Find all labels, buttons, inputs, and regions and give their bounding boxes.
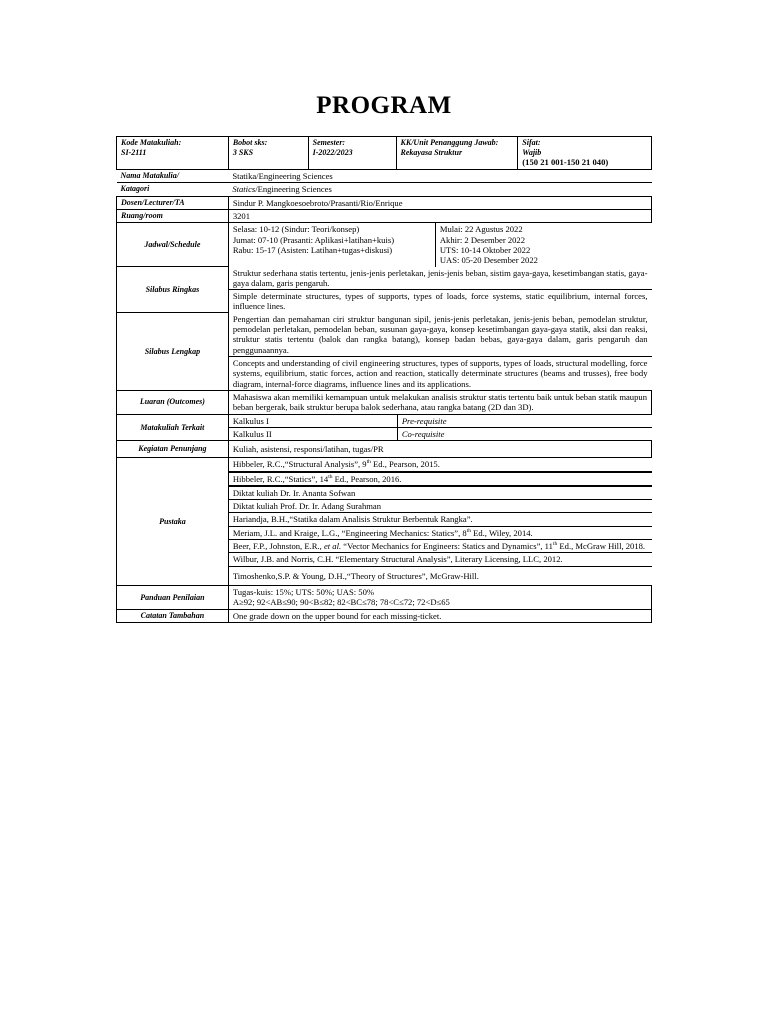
sifat-cell [518, 137, 652, 170]
jadwal-session: Selasa: 10-12 (Sindur: Teori/konsep) [232, 224, 360, 235]
panduan-label: Panduan Penilaian [117, 586, 229, 610]
luaran-label: Luaran (Outcomes) [117, 390, 229, 414]
kk-cell [396, 137, 518, 170]
catatan-label: Catatan Tambahan [117, 609, 229, 622]
reference-item: Diktat kuliah Prof. Dr. Ir. Adang Surahman [229, 500, 652, 513]
silabus-ringkas-id: Struktur sederhana statis tertentu, jenis-jenis perletakan, jenis-jenis beban, sistim gaya-gaya, kesetimbangan statis, gaya-gaya dalam, garis pengaruh. [229, 267, 652, 291]
header-row [117, 137, 652, 170]
jadwal-dates [436, 223, 652, 266]
reference-item: Hibbeler, R.C.,“Statics”, 14th Ed., Pearson, 2016. [229, 473, 652, 487]
kk-label: KK/Unit Penanggung Jawab: [400, 138, 499, 147]
silabus-lengkap-row [117, 313, 652, 391]
dosen-value: Sindur P. Mangkoesoebroto/Prasanti/Rio/Enrique [228, 196, 651, 209]
silabus-ringkas-label: Silabus Ringkas [117, 267, 229, 313]
page-title: PROGRAM [316, 92, 452, 119]
reference-item: Wilbur, J.B. and Norris, C.H. “Elementary Structural Analysis”, Literary Licensing, LLC, 2012. [229, 553, 652, 566]
terkait-label: Matakuliah Terkait [117, 414, 229, 441]
ruang-row [117, 209, 652, 222]
sifat-label: Sifat: [522, 138, 541, 147]
semester-value: I-2022/2023 [312, 147, 353, 157]
pustaka-list [228, 458, 651, 586]
panduan-value [228, 586, 651, 610]
bobot-label: Bobot sks: [232, 138, 268, 147]
pustaka-row [117, 458, 652, 586]
luaran-row [117, 390, 652, 414]
reference-item: Hariandja, B.H.,“Statika dalam Analisis Struktur Berbentuk Rangka”. [229, 513, 652, 526]
semester-label: Semester: [312, 138, 346, 147]
ruang-value: 3201 [228, 209, 651, 222]
silabus-lengkap-label: Silabus Lengkap [117, 313, 229, 391]
silabus-ringkas-row [117, 267, 652, 313]
reference-item: Diktat kuliah Dr. Ir. Ananta Sofwan [229, 487, 652, 500]
semester-cell [308, 137, 396, 170]
terkait-row [117, 414, 652, 441]
silabus-lengkap-en: Concepts and understanding of civil engineering structures, types of supports, types of loads, structural modelling, force systems, equilibrium, static forces, action and reaction, statically determinate structures (beams and trusses), free body diagram, internal-force diagrams, influence lines and its applications. [232, 358, 648, 389]
terkait-type: Pre-requisite [401, 415, 447, 426]
terkait-type: Co-requisite [401, 428, 445, 439]
nama-value-1: Statika/Engineering Sciences [228, 170, 651, 183]
reference-item: Hibbeler, R.C.,“Structural Analysis”, 9th Ed., Pearson, 2015. [229, 458, 652, 472]
jadwal-sessions [229, 223, 436, 266]
luaran-text: Mahasiswa akan memiliki kemampuan untuk melakukan analisis struktur statis tertentu baik untuk beban statik maupun beban bergerak, baik struktur berupa balok sederhana, atau rangka batang (2D dan 3D). [228, 390, 651, 414]
kk-value: Rekayasa Struktur [400, 147, 463, 157]
sifat-value: Wajib [522, 147, 542, 157]
jadwal-session: Rabu: 15-17 (Asisten: Latihan+tugas+diskusi) [232, 244, 393, 255]
jadwal-label: Jadwal/Schedule [117, 223, 229, 267]
nama-label-1: Nama Matakulia/ [117, 170, 229, 183]
course-table [116, 136, 652, 623]
kegiatan-row [117, 441, 652, 458]
jadwal-date: UAS: 05-20 Desember 2022 [439, 255, 538, 266]
terkait-item [229, 428, 652, 440]
kegiatan-value: Kuliah, asistensi, responsi/latihan, tugas/PR [228, 441, 651, 458]
nama-value-2: Statics/Engineering Sciences [232, 184, 332, 195]
nama-label-2: Katagori [120, 183, 150, 193]
kode-label: Kode Matakuliah: [121, 138, 182, 147]
jadwal-row [117, 223, 652, 267]
panduan-weights: Tugas-kuis: 15%; UTS: 50%; UAS: 50% [232, 587, 375, 597]
jadwal-date: Akhir: 2 Desember 2022 [439, 234, 526, 245]
silabus-ringkas-en: Simple determinate structures, types of supports, types of loads, force systems, static equilibrium, internal forces, influence lines. [232, 291, 648, 312]
panduan-row [117, 586, 652, 610]
jadwal-date: Mulai: 22 Agustus 2022 [439, 224, 523, 235]
silabus-lengkap-id: Pengertian dan pemahaman ciri struktur bangunan sipil, jenis-jenis perletakan, jenis-jenis beban, pemodelan struktur, pemodelan perletakan, pemodelan beban, susunan gaya-gaya, konsep kesetimbangan gaya-gaya statik, aksi dan reaksi, struktur statis tertentu (balok dan rangka batang), konsep badan bebas, gaya-gaya dalam, garis pengaruh dan penggunaannya. [229, 313, 652, 357]
kegiatan-label: Kegiatan Penunjang [117, 441, 229, 458]
reference-item: Beer, F.P., Johnston, E.R., et al. “Vector Mechanics for Engineers: Statics and Dynamics”, 11th Ed., McGraw Hill, 2018. [229, 540, 652, 553]
jadwal-session: Jumat: 07-10 (Prasanti: Aplikasi+latihan+kuis) [232, 234, 395, 245]
dosen-label: Dosen/Lecturer/TA [117, 196, 229, 209]
reference-item: Timoshenko,S.P. & Young, D.H.,“Theory of Structures”, McGraw-Hill. [232, 570, 479, 581]
kode-cell [117, 137, 229, 170]
terkait-course: Kalkulus I [229, 415, 398, 427]
catatan-row [117, 609, 652, 622]
terkait-course: Kalkulus II [229, 428, 398, 440]
ruang-label: Ruang/room [117, 209, 229, 222]
sifat-extra: (150 21 001-150 21 040) [522, 157, 609, 168]
nama-row [117, 170, 652, 197]
dosen-row [117, 196, 652, 209]
terkait-item [229, 415, 652, 428]
bobot-value: 3 SKS [232, 147, 254, 157]
jadwal-date: UTS: 10-14 Oktober 2022 [439, 244, 531, 255]
catatan-value: One grade down on the upper bound for each missing-ticket. [228, 609, 651, 622]
panduan-grades: A≥92; 92<AB≤90; 90<B≤82; 82<BC≤78; 78<C≤72; 72<D≤65 [232, 597, 450, 608]
reference-item: Meriam, J.L. and Kraige, L.G., “Engineering Mechanics: Statics”, 8th Ed., Wiley, 2014. [229, 527, 652, 540]
bobot-cell [228, 137, 308, 170]
pustaka-label: Pustaka [117, 458, 229, 586]
kode-value: SI-2111 [121, 147, 147, 157]
